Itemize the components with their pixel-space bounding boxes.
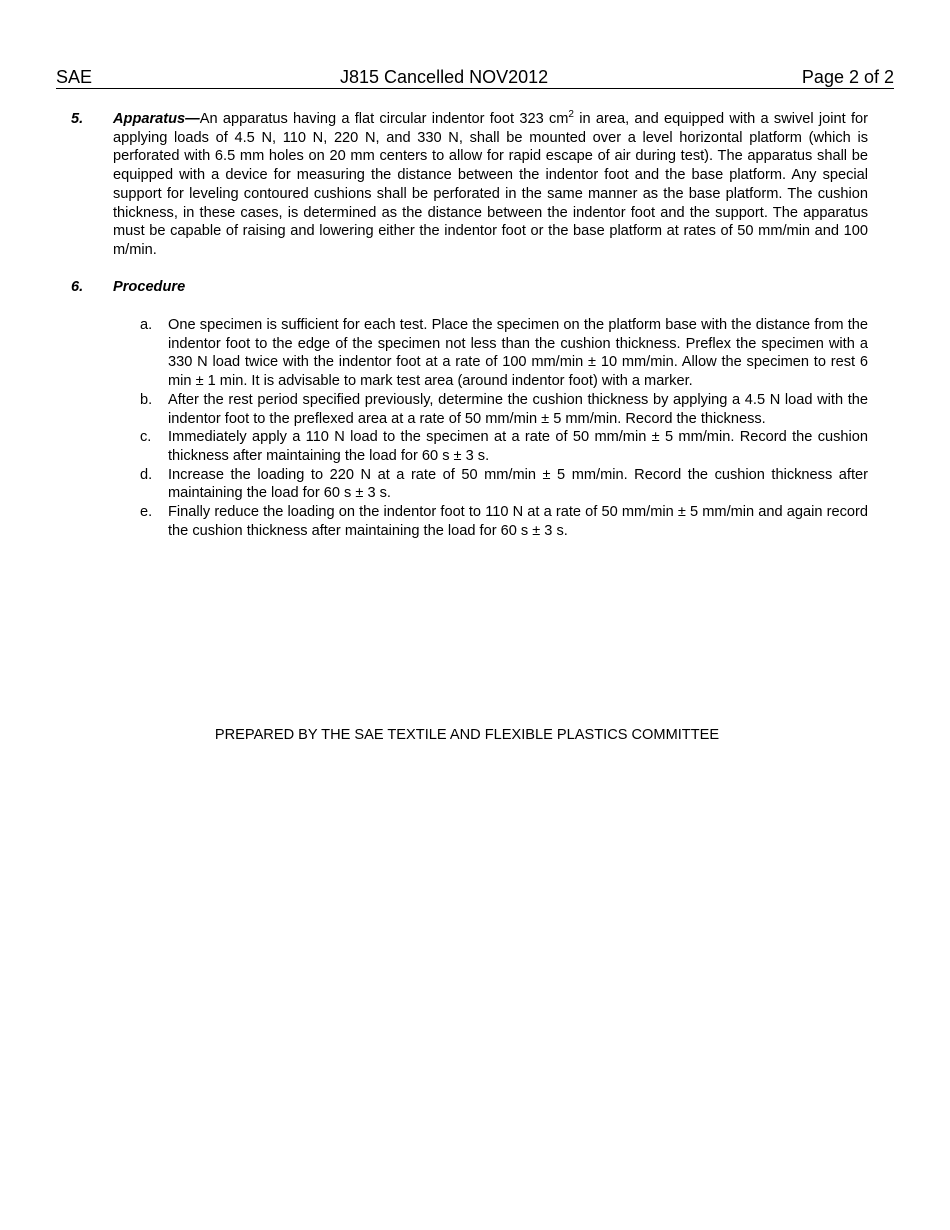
list-item: [140, 503, 868, 540]
list-marker: a.: [140, 317, 153, 333]
header-page-number: Page 2 of 2: [801, 67, 894, 87]
header-document-id: J815 Cancelled NOV2012: [340, 67, 549, 87]
list-marker: b.: [140, 391, 153, 408]
section-text: An apparatus having a flat circular indentor foot 323 cm: [199, 111, 569, 127]
list-marker: c.: [140, 429, 152, 446]
committee-footer: PREPARED BY THE SAE TEXTILE AND FLEXIBLE PLASTICS COMMITTEE: [214, 727, 720, 743]
list-item-text: Immediately apply a 110 N load to the specimen at a rate of 50 mm/min ± 5 mm/min. Record the cushion thickness after maintaining the load for 60 s ± 3 s.: [168, 429, 868, 464]
list-item-text: After the rest period specified previously, determine the cushion thickness by applying a 4.5 N load with the indentor foot to the preflexed area at a rate of 50 mm/min ± 5 mm/min. Record the thickness.: [168, 391, 868, 427]
section-title: Apparatus—: [113, 111, 200, 127]
procedure-list: [140, 316, 868, 540]
section-body: [113, 278, 868, 297]
list-item-text: One specimen is sufficient for each test. Place the specimen on the platform base with the distance from the indentor foot to the edge of the specimen not less than the cushion thickness. Preflex the specimen with a 330 N load twice with the indentor foot at a rate of 100 mm/min ± 10 mm/min. Allow the specimen to rest 6 min ± 1 min. It is advisable to mark test area (around indentor foot) with a marker.: [168, 317, 868, 390]
section-procedure: [56, 278, 868, 297]
header-org: SAE: [56, 67, 93, 87]
list-item-text: Finally reduce the loading on the indentor foot to 110 N at a rate of 50 mm/min ± 5 mm/min and again record the cushion thickness after maintaining the load for 60 s ± 3 s.: [168, 504, 868, 539]
section-text-continued: in area, and equipped with a swivel joint for applying loads of 4.5 N, 110 N, 220 N, and 330 N, shall be mounted over a level horizontal platform (which is perforated with 6.5 mm holes on 20 mm centers to allow for rapid escape of air during test). The apparatus shall be equipped with a device for measuring the distance between the indentor foot and the base platform. Any special support for leveling contoured cushions shall be perforated in the same manner as the base platform. The cushion thickness, in these cases, is determined as the distance between the indentor foot and the support. The apparatus must be capable of raising and lowering either the indentor foot or the base platform at rates of 50 mm/min and 100 m/min.: [113, 111, 868, 258]
section-number: 6.: [71, 279, 84, 295]
section-title: Procedure: [113, 279, 186, 295]
superscript: 2: [568, 109, 574, 120]
list-item: [140, 316, 868, 391]
list-item: [140, 466, 868, 503]
section-number: 5.: [71, 111, 84, 127]
list-item-text: Increase the loading to 220 N at a rate of 50 mm/min ± 5 mm/min. Record the cushion thickness after maintaining the load for 60 s ± 3 s.: [168, 466, 868, 502]
list-marker: e.: [140, 504, 153, 521]
list-item: [140, 428, 868, 465]
section-body: [113, 110, 868, 260]
section-apparatus: [56, 110, 868, 260]
list-marker: d.: [140, 466, 153, 483]
page-header: [56, 66, 894, 89]
list-item: [140, 391, 868, 428]
